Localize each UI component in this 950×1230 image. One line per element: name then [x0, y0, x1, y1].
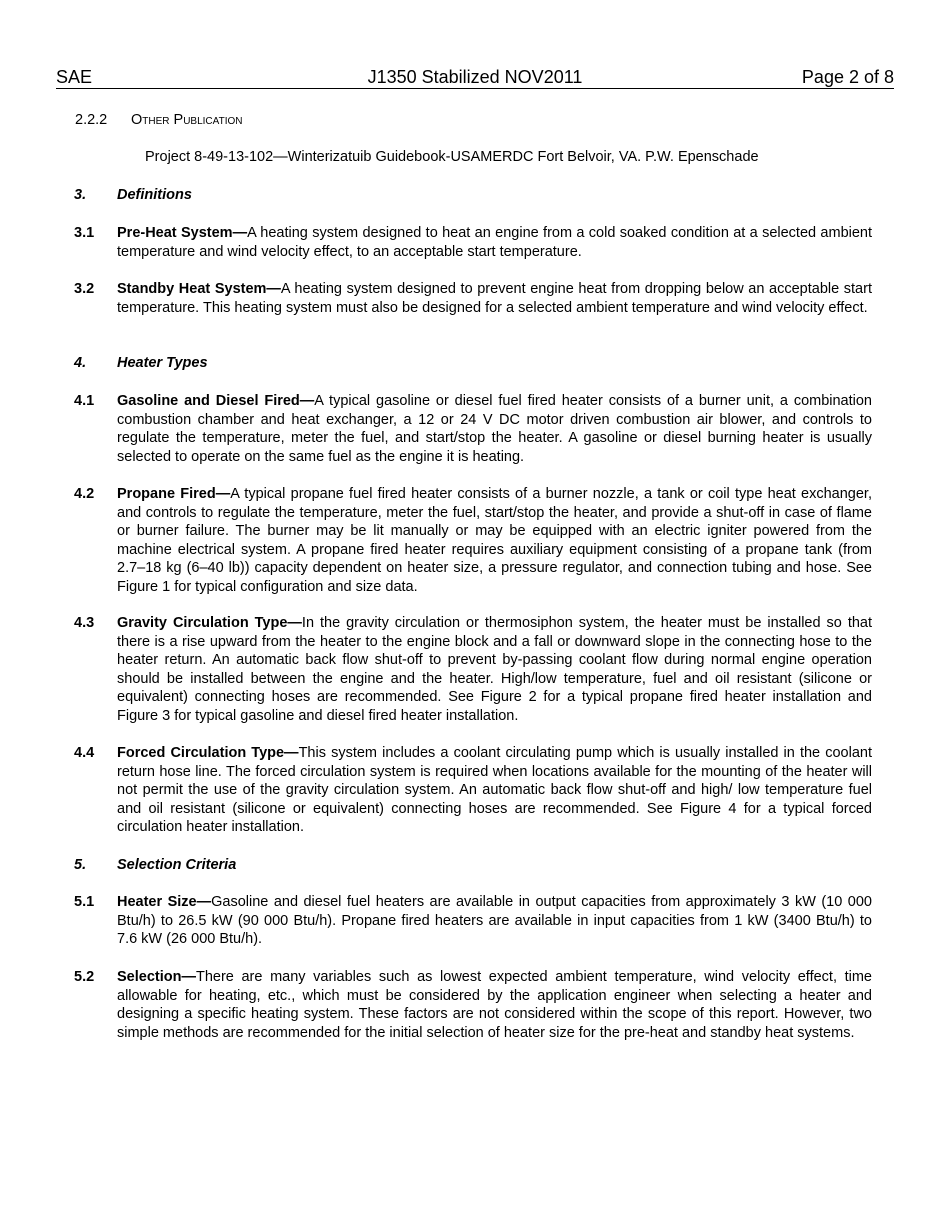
paragraph-5-1 — [74, 893, 872, 949]
paragraph-number: 5.2 — [74, 969, 95, 985]
paragraph-3-2 — [74, 280, 872, 317]
subsection-heading — [75, 111, 242, 129]
paragraph-number: 5.1 — [74, 894, 95, 910]
paragraph-term: Pre-Heat System— — [117, 225, 248, 241]
paragraph-term: Selection— — [117, 969, 196, 985]
paragraph-text: A heating system designed to heat an engine from a cold soaked condition at a selected ambient temperature and wind velocity effect, to an acceptable start temperature. — [117, 225, 873, 260]
paragraph-5-2 — [74, 968, 872, 1042]
paragraph-number: 4.1 — [74, 393, 95, 409]
section-title: Selection Criteria — [117, 857, 237, 873]
paragraph-4-4 — [74, 744, 872, 837]
paragraph-term: Standby Heat System— — [117, 281, 281, 297]
paragraph-text: A typical propane fuel fired heater consists of a burner nozzle, a tank or coil type heat exchanger, and controls to regulate the temperature, meter the fuel, start/stop the heater, and provide a shut-off in case of flame or burner failure. The burner may be lit manually or may be equipped with an electric igniter powered from the machine electrical system. A propane fired heater requires auxiliary equipment consisting of a propane tank (from 2.7–18 kg (6–40 lb)) capacity dependent on heater size, a pressure regulator, and connection tubing and hose. See Figure 1 for typical configuration and size data. — [117, 486, 872, 595]
paragraph-text: A heating system designed to prevent engine heat from dropping below an acceptable start temperature. This heating system must also be designed for a selected ambient temperature and wind velocity effect. — [117, 281, 872, 316]
section-title: Definitions — [117, 187, 192, 203]
paragraph-number: 4.4 — [74, 745, 95, 761]
section-number: 4. — [74, 355, 87, 371]
section-number: 3. — [74, 187, 87, 203]
publication-reference: Project 8-49-13-102—Winterizatuib Guidebook-USAMERDC Fort Belvoir, VA. P.W. Epenschade — [145, 149, 759, 165]
subsection-number: 2.2.2 — [75, 112, 108, 128]
page-header — [56, 66, 894, 89]
paragraph-text: Gasoline and diesel fuel heaters are available in output capacities from approximately 3 kW (10 000 Btu/h) to 26.5 kW (90 000 Btu/h). Propane fired heaters are available in input capacities from 1 kW (3400 Btu/h) to 7.6 kW (26 000 Btu/h). — [117, 894, 872, 948]
paragraph-term: Heater Size— — [117, 894, 212, 910]
paragraph-term: Forced Circulation Type— — [117, 745, 299, 761]
paragraph-text: A typical gasoline or diesel fuel fired heater consists of a burner unit, a combination combustion chamber and heat exchanger, a 12 or 24 V DC motor driven combustion air blower, and controls to regulate the temperature, meter the fuel, and start/stop the heater. A gasoline or diesel burning heater is usually selected to operate on the same fuel as the engine it is heating. — [117, 393, 873, 465]
header-page-number: Page 2 of 8 — [801, 67, 894, 87]
paragraph-term: Gasoline and Diesel Fired— — [117, 393, 315, 409]
paragraph-text: There are many variables such as lowest expected ambient temperature, wind velocity effect, time allowable for heating, etc., which must be considered by the application engineer when selecting a heater and designing a specific heating system. These factors are not considered within the scope of this report. However, two simple methods are recommended for the initial selection of heater size for the pre-heat and standby heat systems. — [117, 969, 872, 1041]
paragraph-3-1 — [74, 224, 872, 261]
paragraph-number: 3.1 — [74, 225, 95, 241]
header-document-id: J1350 Stabilized NOV2011 — [367, 67, 583, 87]
paragraph-text: This system includes a coolant circulating pump which is usually installed in the coolant return hose line. The forced circulation system is required when locations available for the mounting of the heater will not permit the use of the gravity circulation system. An automatic back flow shut-off and high/ low temperature fuel and oil resistant (silicone or equivalent) connecting hoses are recommended. See Figure 4 for a typical forced circulation heater installation. — [117, 745, 872, 836]
paragraph-text: In the gravity circulation or thermosiphon system, the heater must be installed so that there is a rise upward from the heater to the engine block and a fall or downward slope in the connecting hose to the heater return. An automatic back flow shut-off to prevent by-passing coolant flow during normal engine operation should be installed between the engine and the heater. High/low temperature, fuel and oil resistant (silicone or equivalent) connecting hoses are recommended. See Figure 2 for a typical propane fired heater installation and Figure 3 for typical gasoline and diesel fired heater installation. — [117, 615, 873, 724]
paragraph-number: 4.3 — [74, 615, 95, 631]
section-number: 5. — [74, 857, 87, 873]
paragraph-term: Gravity Circulation Type— — [117, 615, 302, 631]
paragraph-number: 4.2 — [74, 486, 95, 502]
header-org: SAE — [56, 67, 93, 87]
paragraph-4-2 — [74, 485, 872, 597]
subsection-title: Other Publication — [131, 112, 243, 128]
paragraph-term: Propane Fired— — [117, 486, 231, 502]
paragraph-number: 3.2 — [74, 281, 95, 297]
section-title: Heater Types — [117, 355, 208, 371]
paragraph-4-3 — [74, 614, 872, 726]
paragraph-4-1 — [74, 392, 872, 466]
